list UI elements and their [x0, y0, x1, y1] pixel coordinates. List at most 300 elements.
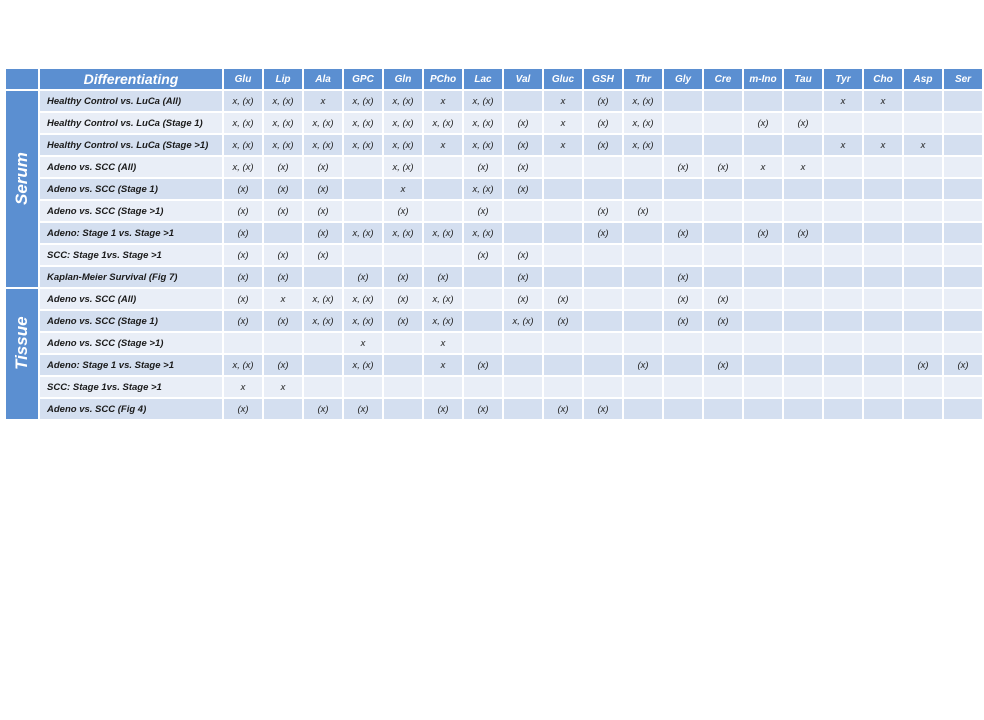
table-cell	[904, 399, 942, 419]
table-cell	[824, 113, 862, 133]
header-col-glu: Glu	[224, 69, 262, 89]
table-cell	[784, 289, 822, 309]
table-cell	[664, 399, 702, 419]
table-cell	[704, 333, 742, 353]
table-cell	[424, 157, 462, 177]
table-cell	[784, 311, 822, 331]
row-label: Adeno vs. SCC (Stage 1)	[40, 179, 222, 199]
table-cell: (x)	[344, 267, 382, 287]
table-cell	[864, 399, 902, 419]
table-cell	[904, 245, 942, 265]
table-cell	[664, 333, 702, 353]
table-cell: (x)	[784, 223, 822, 243]
table-cell: x, (x)	[464, 135, 502, 155]
table-cell: (x)	[464, 201, 502, 221]
table-cell: (x)	[384, 267, 422, 287]
table-cell: (x)	[664, 311, 702, 331]
group-label-tissue	[6, 289, 38, 419]
table-row	[6, 157, 982, 177]
table-row	[6, 399, 982, 419]
table-cell: (x)	[304, 179, 342, 199]
table-cell	[664, 135, 702, 155]
table-cell	[904, 201, 942, 221]
table-cell	[704, 179, 742, 199]
table-cell	[624, 399, 662, 419]
header-col-cre: Cre	[704, 69, 742, 89]
table-cell	[744, 91, 782, 111]
row-label: Adeno vs. SCC (All)	[40, 157, 222, 177]
table-cell: (x)	[424, 399, 462, 419]
table-cell	[864, 311, 902, 331]
table-cell	[304, 355, 342, 375]
table-cell	[744, 311, 782, 331]
table-cell: (x)	[464, 399, 502, 419]
table-cell: (x)	[584, 399, 622, 419]
table-cell: x, (x)	[624, 135, 662, 155]
header-col-tyr: Tyr	[824, 69, 862, 89]
header-col-gln: Gln	[384, 69, 422, 89]
row-label: Healthy Control vs. LuCa (All)	[40, 91, 222, 111]
table-cell: x, (x)	[384, 223, 422, 243]
table-cell: x, (x)	[344, 355, 382, 375]
table-cell	[424, 377, 462, 397]
table-cell	[864, 157, 902, 177]
table-cell	[464, 289, 502, 309]
table-row	[6, 179, 982, 199]
table-cell	[944, 311, 982, 331]
table-cell: (x)	[224, 399, 262, 419]
table-cell	[664, 179, 702, 199]
table-cell	[704, 113, 742, 133]
table-cell	[864, 179, 902, 199]
header-col-ala: Ala	[304, 69, 342, 89]
table-row	[6, 311, 982, 331]
table-cell	[744, 289, 782, 309]
table-row	[6, 267, 982, 287]
table-cell	[704, 399, 742, 419]
header-col-tau: Tau	[784, 69, 822, 89]
table-cell	[544, 245, 582, 265]
table-cell	[904, 311, 942, 331]
table-cell	[384, 355, 422, 375]
table-cell	[624, 311, 662, 331]
table-cell	[824, 377, 862, 397]
table-cell: (x)	[304, 245, 342, 265]
table-cell: (x)	[664, 157, 702, 177]
table-cell: x, (x)	[344, 223, 382, 243]
table-cell: x	[864, 91, 902, 111]
table-cell: x	[544, 113, 582, 133]
table-cell: (x)	[264, 201, 302, 221]
table-cell	[664, 245, 702, 265]
table-row	[6, 113, 982, 133]
table-cell: (x)	[584, 223, 622, 243]
table-row	[6, 355, 982, 375]
table-cell	[664, 201, 702, 221]
table-cell	[904, 377, 942, 397]
table-cell	[944, 135, 982, 155]
header-col-lac: Lac	[464, 69, 502, 89]
table-cell: (x)	[944, 355, 982, 375]
table-cell	[544, 267, 582, 287]
header-col-pcho: PCho	[424, 69, 462, 89]
table-cell: (x)	[464, 157, 502, 177]
table-cell: (x)	[584, 113, 622, 133]
table-cell: x, (x)	[344, 289, 382, 309]
table-cell	[264, 333, 302, 353]
table-cell	[744, 399, 782, 419]
table-cell	[784, 201, 822, 221]
table-cell: x, (x)	[264, 135, 302, 155]
table-cell: x, (x)	[224, 355, 262, 375]
table-cell: (x)	[304, 157, 342, 177]
table-cell: (x)	[264, 355, 302, 375]
table-cell	[544, 333, 582, 353]
table-cell	[624, 179, 662, 199]
table-cell: (x)	[544, 311, 582, 331]
table-row	[6, 135, 982, 155]
metabolite-comparison-table	[4, 67, 984, 421]
table-row	[6, 333, 982, 353]
table-cell	[904, 289, 942, 309]
table-cell	[504, 355, 542, 375]
table-cell: x, (x)	[464, 91, 502, 111]
table-cell	[464, 311, 502, 331]
table-cell	[624, 267, 662, 287]
table-cell	[584, 289, 622, 309]
table-cell	[944, 91, 982, 111]
table-cell: (x)	[384, 201, 422, 221]
row-label: Adeno: Stage 1 vs. Stage >1	[40, 223, 222, 243]
table-cell: x	[744, 157, 782, 177]
table-cell	[824, 355, 862, 375]
row-label: SCC: Stage 1vs. Stage >1	[40, 245, 222, 265]
table-cell	[424, 245, 462, 265]
table-cell	[704, 223, 742, 243]
table-cell: (x)	[624, 201, 662, 221]
table-cell: x, (x)	[344, 113, 382, 133]
table-cell	[584, 333, 622, 353]
table-cell: (x)	[504, 179, 542, 199]
table-cell	[784, 91, 822, 111]
header-col-val: Val	[504, 69, 542, 89]
table-cell	[624, 245, 662, 265]
table-cell	[544, 355, 582, 375]
table-cell: x, (x)	[224, 113, 262, 133]
row-label: Adeno vs. SCC (Stage 1)	[40, 311, 222, 331]
table-cell	[704, 245, 742, 265]
table-cell: (x)	[504, 267, 542, 287]
table-cell	[824, 157, 862, 177]
table-cell	[504, 223, 542, 243]
table-cell	[944, 157, 982, 177]
table-cell: x, (x)	[344, 135, 382, 155]
table-cell	[344, 157, 382, 177]
table-cell: (x)	[504, 157, 542, 177]
table-header-row	[6, 69, 982, 89]
table-cell: (x)	[584, 91, 622, 111]
table-cell: x, (x)	[424, 311, 462, 331]
table-cell: (x)	[584, 135, 622, 155]
header-col-thr: Thr	[624, 69, 662, 89]
table-cell: (x)	[704, 355, 742, 375]
table-cell	[864, 201, 902, 221]
table-cell: x, (x)	[384, 113, 422, 133]
table-cell: (x)	[264, 311, 302, 331]
table-cell	[584, 267, 622, 287]
table-cell	[744, 245, 782, 265]
table-cell: x	[544, 135, 582, 155]
table-cell	[824, 179, 862, 199]
table-cell: (x)	[464, 245, 502, 265]
table-cell	[624, 377, 662, 397]
table-cell: x, (x)	[624, 91, 662, 111]
table-cell	[824, 333, 862, 353]
table-cell: (x)	[264, 267, 302, 287]
table-cell	[744, 333, 782, 353]
group-label-text: Serum	[12, 152, 31, 205]
table-cell: x	[784, 157, 822, 177]
table-cell: (x)	[264, 157, 302, 177]
table-cell	[744, 377, 782, 397]
table-cell	[744, 201, 782, 221]
table-cell	[344, 201, 382, 221]
table-cell: (x)	[224, 179, 262, 199]
table-cell	[384, 245, 422, 265]
table-cell	[784, 399, 822, 419]
table-cell	[304, 267, 342, 287]
table-cell: (x)	[224, 245, 262, 265]
table-cell	[464, 377, 502, 397]
table-cell: x, (x)	[624, 113, 662, 133]
table-cell: x, (x)	[384, 135, 422, 155]
table-cell: (x)	[784, 113, 822, 133]
table-row	[6, 377, 982, 397]
table-cell	[264, 399, 302, 419]
row-label: Adeno: Stage 1 vs. Stage >1	[40, 355, 222, 375]
table-cell: x, (x)	[464, 223, 502, 243]
table-cell: (x)	[304, 201, 342, 221]
table-cell	[744, 355, 782, 375]
table-cell	[784, 245, 822, 265]
table-cell	[944, 377, 982, 397]
table-cell	[944, 201, 982, 221]
table-cell: x, (x)	[464, 179, 502, 199]
table-cell: (x)	[264, 245, 302, 265]
table-cell: (x)	[704, 311, 742, 331]
table-cell: x, (x)	[504, 311, 542, 331]
table-cell	[944, 113, 982, 133]
row-label: Healthy Control vs. LuCa (Stage >1)	[40, 135, 222, 155]
header-col-m-ino: m-Ino	[744, 69, 782, 89]
table-cell	[744, 135, 782, 155]
table-cell	[584, 355, 622, 375]
table-cell: (x)	[744, 113, 782, 133]
table-cell: (x)	[704, 157, 742, 177]
table-cell	[464, 333, 502, 353]
table-cell	[624, 223, 662, 243]
table-cell	[384, 333, 422, 353]
table-cell	[664, 91, 702, 111]
table-cell	[824, 267, 862, 287]
table-cell	[424, 179, 462, 199]
table-cell: (x)	[504, 113, 542, 133]
table-cell	[944, 179, 982, 199]
table-cell	[504, 377, 542, 397]
table-cell: x, (x)	[264, 91, 302, 111]
table-cell: x	[544, 91, 582, 111]
table-cell: (x)	[384, 289, 422, 309]
row-label: SCC: Stage 1vs. Stage >1	[40, 377, 222, 397]
table-cell	[864, 267, 902, 287]
table-cell	[864, 223, 902, 243]
table-cell	[824, 289, 862, 309]
header-col-lip: Lip	[264, 69, 302, 89]
table-cell	[624, 333, 662, 353]
table-cell	[384, 377, 422, 397]
header-col-gly: Gly	[664, 69, 702, 89]
header-col-gsh: GSH	[584, 69, 622, 89]
table-cell: x, (x)	[304, 311, 342, 331]
table-cell	[624, 289, 662, 309]
row-label: Healthy Control vs. LuCa (Stage 1)	[40, 113, 222, 133]
table-cell: x	[264, 377, 302, 397]
table-cell: (x)	[704, 289, 742, 309]
table-cell	[904, 267, 942, 287]
table-cell: (x)	[224, 289, 262, 309]
table-cell	[904, 113, 942, 133]
header-col-gpc: GPC	[344, 69, 382, 89]
table-row	[6, 289, 982, 309]
table-cell: x	[424, 355, 462, 375]
table-cell	[664, 355, 702, 375]
row-label: Adeno vs. SCC (Stage >1)	[40, 333, 222, 353]
row-label: Adeno vs. SCC (Stage >1)	[40, 201, 222, 221]
table-cell: x, (x)	[304, 289, 342, 309]
table-cell: (x)	[304, 223, 342, 243]
table-cell	[824, 223, 862, 243]
table-cell: (x)	[224, 267, 262, 287]
table-cell	[544, 223, 582, 243]
table-cell	[344, 245, 382, 265]
table-cell	[704, 201, 742, 221]
header-differentiating: Differentiating	[40, 69, 222, 89]
table-cell	[504, 399, 542, 419]
table-cell: x, (x)	[264, 113, 302, 133]
table-cell	[704, 91, 742, 111]
table-cell	[584, 245, 622, 265]
table-cell: (x)	[504, 245, 542, 265]
table-cell: x	[344, 333, 382, 353]
table-cell	[504, 91, 542, 111]
table-cell: (x)	[224, 201, 262, 221]
table-cell: x	[424, 91, 462, 111]
table-cell: x	[304, 91, 342, 111]
table-cell	[944, 399, 982, 419]
table-cell	[504, 201, 542, 221]
table-cell	[784, 333, 822, 353]
table-row	[6, 201, 982, 221]
table-cell	[224, 333, 262, 353]
table-cell	[424, 201, 462, 221]
table-cell: x	[224, 377, 262, 397]
table-cell	[944, 223, 982, 243]
table-row	[6, 245, 982, 265]
table-cell: x, (x)	[224, 135, 262, 155]
table-cell	[784, 355, 822, 375]
table-cell: (x)	[584, 201, 622, 221]
table-cell	[344, 377, 382, 397]
table-cell	[744, 179, 782, 199]
table-cell: (x)	[464, 355, 502, 375]
table-cell	[344, 179, 382, 199]
table-cell	[544, 377, 582, 397]
table-cell: (x)	[664, 289, 702, 309]
table-cell: (x)	[544, 399, 582, 419]
table-cell: x, (x)	[384, 157, 422, 177]
table-cell	[904, 179, 942, 199]
table-cell: x, (x)	[424, 289, 462, 309]
table-cell: x	[424, 333, 462, 353]
table-cell	[904, 157, 942, 177]
table-cell	[584, 157, 622, 177]
group-label-serum	[6, 91, 38, 287]
table-cell	[544, 157, 582, 177]
table-cell: (x)	[424, 267, 462, 287]
table-cell: (x)	[504, 289, 542, 309]
table-cell	[944, 289, 982, 309]
table-cell: x, (x)	[304, 113, 342, 133]
table-cell: (x)	[224, 223, 262, 243]
table-cell	[864, 377, 902, 397]
table-cell	[384, 399, 422, 419]
table-cell	[784, 377, 822, 397]
table-cell: x, (x)	[464, 113, 502, 133]
table-cell	[864, 245, 902, 265]
table-cell	[664, 113, 702, 133]
table-cell	[904, 91, 942, 111]
table-row	[6, 223, 982, 243]
header-col-asp: Asp	[904, 69, 942, 89]
table-cell: x	[904, 135, 942, 155]
table-cell	[904, 333, 942, 353]
table-cell: (x)	[664, 267, 702, 287]
table-cell	[784, 179, 822, 199]
table-cell	[624, 157, 662, 177]
table-cell: x	[824, 135, 862, 155]
comparison-table-container	[6, 69, 972, 419]
table-cell: x, (x)	[424, 113, 462, 133]
table-cell	[664, 377, 702, 397]
table-cell	[824, 311, 862, 331]
table-cell	[944, 333, 982, 353]
table-cell	[584, 179, 622, 199]
table-cell	[704, 377, 742, 397]
table-cell: x, (x)	[344, 91, 382, 111]
row-label: Adeno vs. SCC (All)	[40, 289, 222, 309]
table-cell: x	[384, 179, 422, 199]
table-cell: x	[864, 135, 902, 155]
table-cell	[944, 245, 982, 265]
table-cell	[864, 355, 902, 375]
table-cell: (x)	[264, 179, 302, 199]
row-label: Kaplan-Meier Survival (Fig 7)	[40, 267, 222, 287]
table-cell	[264, 223, 302, 243]
table-cell	[464, 267, 502, 287]
table-cell	[584, 311, 622, 331]
table-cell: (x)	[504, 135, 542, 155]
header-col-ser: Ser	[944, 69, 982, 89]
